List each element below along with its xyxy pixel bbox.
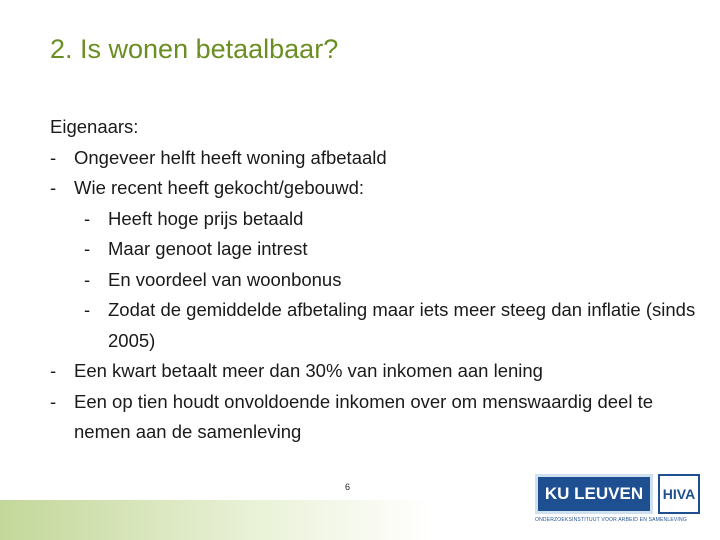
bullet-item <box>50 143 700 174</box>
bullet-dash: - <box>84 299 91 320</box>
bullet-item <box>50 173 700 204</box>
bullet-dash: - <box>84 238 91 259</box>
bullet-text: Een kwart betaalt meer dan 30% van inkomen aan lening <box>74 360 543 381</box>
sub-bullet-item <box>50 234 700 265</box>
slide-title: 2. Is wonen betaalbaar? <box>50 34 339 64</box>
bullet-dash: - <box>50 360 57 381</box>
slide-content <box>50 112 700 448</box>
bullet-dash: - <box>50 146 57 168</box>
page-number: 6 <box>345 482 351 492</box>
bullet-text: Heeft hoge prijs betaald <box>108 207 304 229</box>
bullet-text: Maar genoot lage intrest <box>108 238 308 259</box>
bullet-dash: - <box>50 390 57 412</box>
bullet-text: Wie recent heeft gekocht/gebouwd: <box>74 177 365 198</box>
bullet-text: Ongeveer helft heeft woning afbetaald <box>74 146 387 168</box>
hiva-logo: HIVA <box>658 474 700 514</box>
sub-bullet-item <box>50 265 700 296</box>
sub-bullet-item <box>50 295 700 356</box>
bullet-dash: - <box>84 207 91 229</box>
bullet-text: Zodat de gemiddelde afbetaling maar iets meer steeg dan inflatie (sinds 2005) <box>108 299 696 351</box>
section-heading: Eigenaars: <box>50 116 139 137</box>
bullet-text: Een op tien houdt onvoldoende inkomen over om menswaardig deel te nemen aan de samenleving <box>74 390 654 442</box>
logo-subtitle: ONDERZOEKSINSTITUUT VOOR ARBEID EN SAMENLEVING <box>535 517 687 523</box>
sub-bullet-item <box>50 204 700 235</box>
bullet-dash: - <box>50 177 57 198</box>
bullet-item <box>50 356 700 387</box>
bullet-dash: - <box>84 268 91 290</box>
bullet-text: En voordeel van woonbonus <box>108 268 342 290</box>
bullet-item <box>50 387 700 448</box>
ku-leuven-logo: KU LEUVEN <box>535 474 653 514</box>
